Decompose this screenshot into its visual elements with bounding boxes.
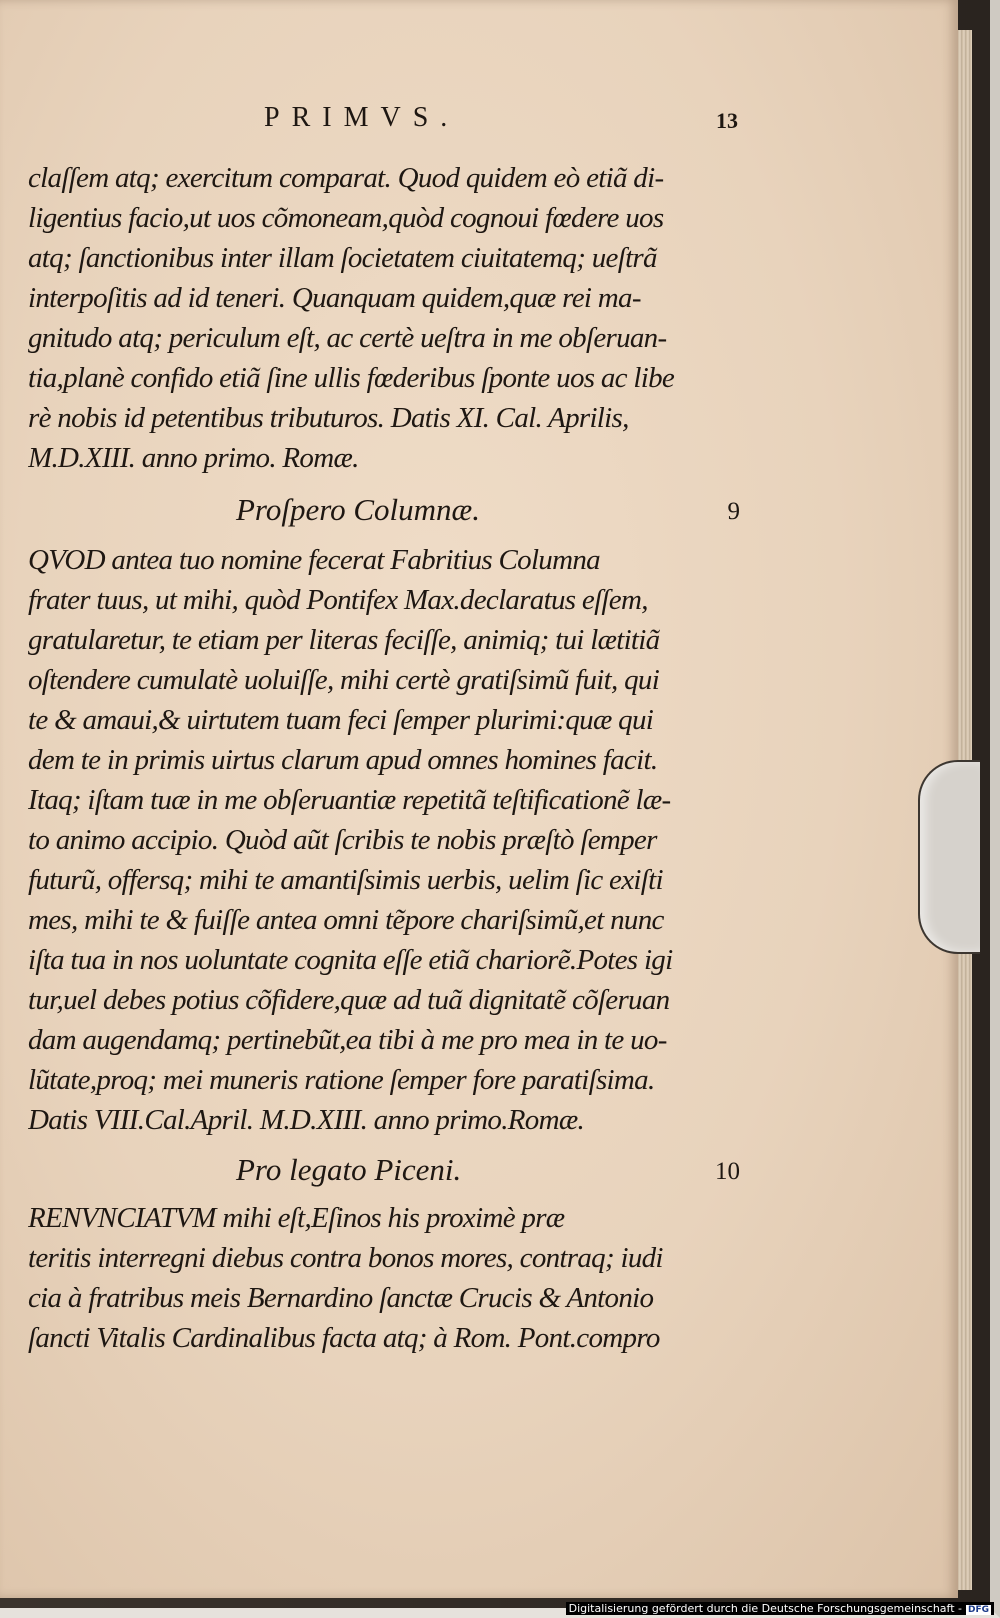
page-header [28, 102, 740, 142]
text-line: atq; ſanctionibus inter illam ſocietatem ciuitatemq; ueſtrã [28, 242, 657, 274]
text-line: te & amaui,& uirtutem tuam feci ſemper plurimi:quæ qui [28, 704, 654, 736]
text-line: Itaq; iſtam tuæ in me obſeruantiæ repetitã teſtificationẽ læ- [28, 784, 671, 816]
credit-text: Digitalisierung gefördert durch die Deutsche Forschungsgemeinschaft - [568, 1602, 962, 1615]
text-line: ligentius facio,ut uos cõmoneam,quòd cognoui fœdere uos [28, 202, 664, 234]
text-line: to animo accipio. Quòd aũt ſcribis te nobis præſtò ſemper [28, 824, 657, 856]
text-line: tia,planè confido etiã ſine ullis fœderibus ſponte uos ac libe [28, 362, 675, 394]
text-line: futurũ, offersq; mihi te amantiſsimis uerbis, uelim ſic exiſti [28, 864, 663, 896]
text-line: lũtate,proq; mei muneris ratione ſemper fore paratiſsima. [28, 1064, 655, 1096]
text-line: teritis interregni diebus contra bonos mores, contraq; iudi [28, 1242, 663, 1274]
text-line: iſta tua in nos uoluntate cognita eſſe etiã chariorẽ.Potes igi [28, 944, 673, 976]
text-line: oſtendere cumulatè uoluiſſe, mihi certè gratiſsimũ fuit, qui [28, 664, 660, 696]
letter-number: 9 [727, 498, 740, 525]
text-line: interpoſitis ad id teneri. Quanquam quidem,quæ rei ma- [28, 282, 641, 314]
letter-number: 10 [715, 1158, 740, 1185]
text-line: frater tuus, ut mihi, quòd Pontifex Max.declaratus eſſem, [28, 584, 648, 616]
dfg-logo: DFG [967, 1605, 989, 1615]
text-line: ſancti Vitalis Cardinalibus facta atq; à Rom. Pont.compro [28, 1322, 660, 1354]
text-line: QVOD antea tuo nomine fecerat Fabritius Columna [28, 544, 600, 576]
text-line: gnitudo atq; periculum eſt, ac certè ueſtra in me obſeruan- [28, 322, 667, 354]
page-number: 13 [716, 108, 738, 133]
text-line: dem te in primis uirtus clarum apud omnes homines facit. [28, 744, 658, 776]
text-line: tur,uel debes potius cõfidere,quæ ad tuã dignitatẽ cõſeruan [28, 984, 670, 1016]
text-line: claſſem atq; exercitum comparat. Quod quidem eò etiã di- [28, 162, 664, 194]
text-line: Datis VIII.Cal.April. M.D.XIII. anno primo.Romæ. [28, 1104, 585, 1136]
running-head: PRIMVS. [264, 102, 460, 133]
letter-heading: Proſpero Columnæ. [236, 492, 480, 527]
text-line: M.D.XIII. anno primo. Romæ. [28, 442, 359, 474]
text-line: rè nobis id petentibus tributuros. Datis XI. Cal. Aprilis, [28, 402, 629, 434]
text-line: cia à fratribus meis Bernardino ſanctæ Crucis & Antonio [28, 1282, 654, 1314]
text-line: mes, mihi te & fuiſſe antea omni tẽpore chariſsimũ,et nunc [28, 904, 664, 936]
digitization-credit [566, 1602, 994, 1615]
text-line: RENVNCIATVM mihi eſt,Eſinos his proximè præ [28, 1202, 565, 1234]
page-clip [918, 760, 980, 954]
letter-heading: Pro legato Piceni. [236, 1152, 462, 1187]
text-line: gratularetur, te etiam per literas feciſſe, animiq; tui lætitiã [28, 624, 660, 656]
text-line: dam augendamq; pertinebũt,ea tibi à me pro mea in te uo- [28, 1024, 667, 1056]
